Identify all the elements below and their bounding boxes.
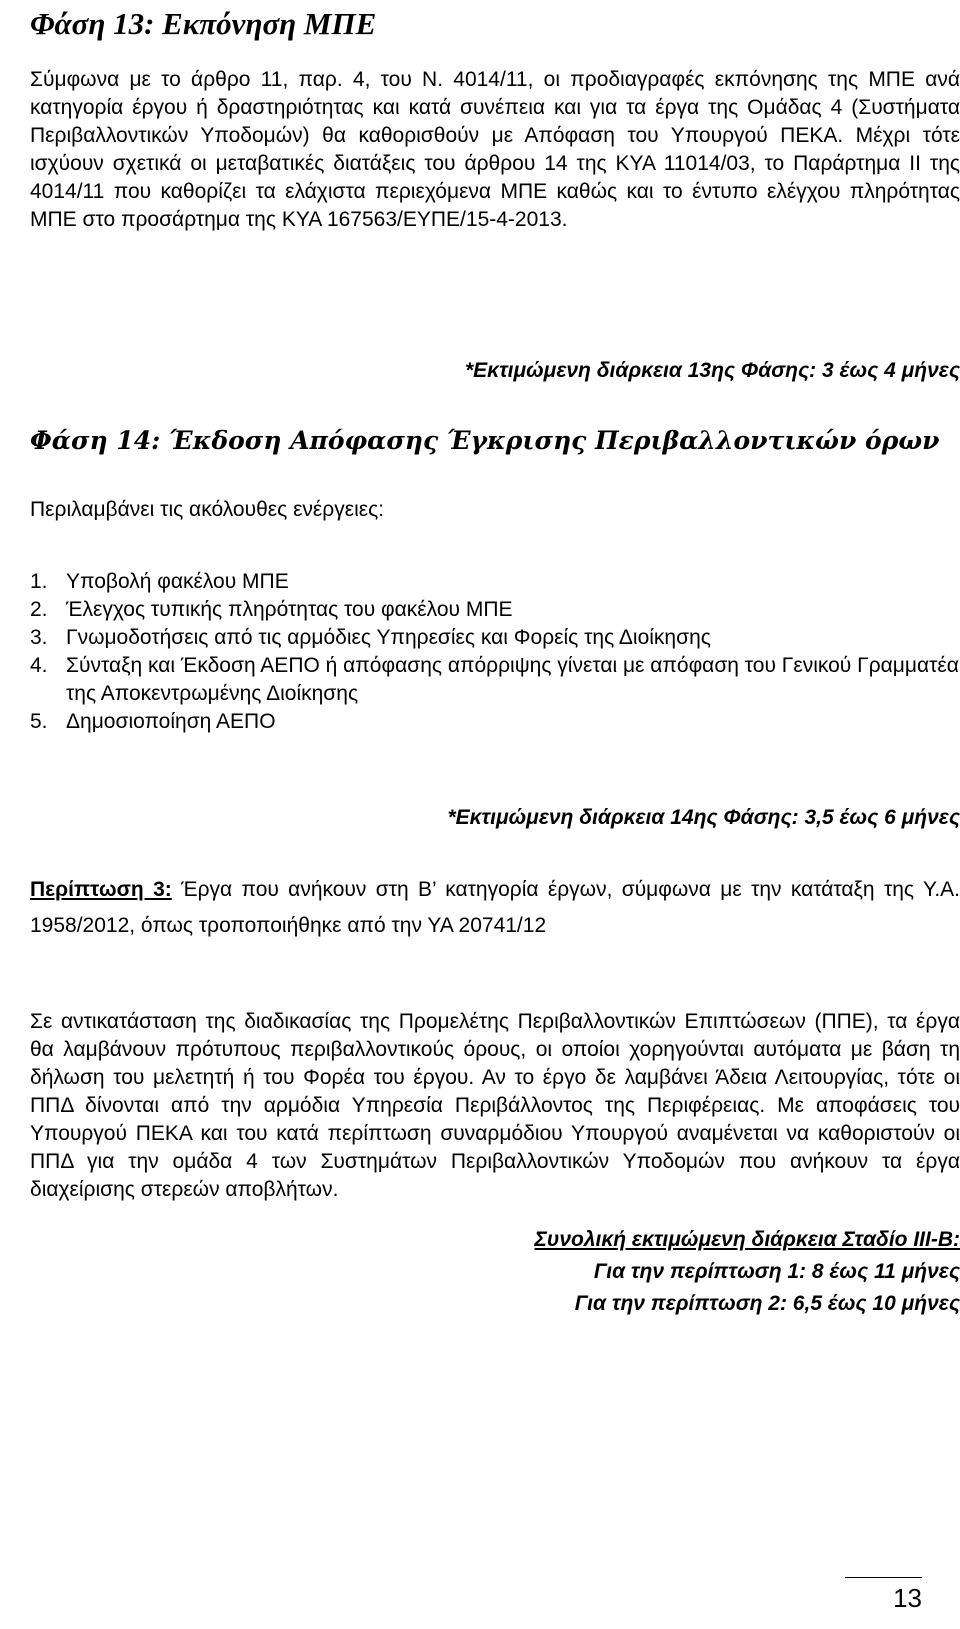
step-number: 3. xyxy=(30,626,48,649)
phase-13-heading: Φάση 13: Εκπόνηση ΜΠΕ xyxy=(30,6,377,41)
step-number: 4. xyxy=(30,654,48,677)
step-text: Γνωμοδοτήσεις από τις αρμόδιες Υπηρεσίες και Φορείς της Διοίκησης xyxy=(66,626,711,649)
list-item xyxy=(30,624,960,652)
list-item xyxy=(30,708,960,736)
list-item xyxy=(30,568,960,596)
phase-13-duration: *Εκτιμώμενη διάρκεια 13ης Φάσης: 3 έως 4 μήνες xyxy=(465,359,960,382)
case-3-text: Έργα που ανήκουν στη Β’ κατηγορία έργων, σύμφωνα με την κατάταξη της Υ.Α. 1958/2012, όπως τροποποιήθηκε από την ΥΑ 20741/12 xyxy=(30,878,960,937)
phase-14-steps-list xyxy=(30,568,960,736)
list-item xyxy=(30,596,960,624)
phase-14-duration: *Εκτιμώμενη διάρκεια 14ης Φάσης: 3,5 έως 6 μήνες xyxy=(447,806,960,829)
case-3-paragraph: Σε αντικατάσταση της διαδικασίας της Προμελέτης Περιβαλλοντικών Επιπτώσεων (ΠΠΕ), τα έργα θα λαμβάνουν πρότυπους περιβαλλοντικούς όρους, οι οποίοι χορηγούνται αυτόματα με βάση τη δήλωση του μελετητή ή του Φορέα του έργου. Αν το έργο δε λαμβάνει Άδεια Λειτουργίας, τότε οι ΠΠΔ δίνονται από την αρμόδια Υπηρεσία Περιβάλλοντος της Περιφέρειας. Με αποφάσεις του Υπουργού ΠΕΚΑ και του κατά περίπτωση συναρμόδιου Υπουργού αναμένεται να καθοριστούν οι ΠΠΔ για την ομάδα 4 των Συστημάτων Περιβαλλοντικών Υποδομών που ανήκουν τα έργα διαχείρισης στερεών αποβλήτων. xyxy=(30,1010,960,1201)
step-number: 5. xyxy=(30,710,48,733)
step-text: Έλεγχος τυπικής πληρότητας του φακέλου ΜΠΕ xyxy=(66,598,513,621)
page-number: 13 xyxy=(893,1583,922,1613)
step-number: 1. xyxy=(30,570,48,593)
total-duration-summary xyxy=(535,1224,960,1320)
phase-14-heading: Φάση 14: Έκδοση Απόφασης Έγκρισης Περιβαλλοντικών όρων xyxy=(30,426,940,455)
step-text: Δημοσιοποίηση ΑΕΠΟ xyxy=(66,710,276,733)
case-3-label: Περίπτωση 3: xyxy=(30,878,172,901)
step-text: Υποβολή φακέλου ΜΠΕ xyxy=(66,570,289,593)
phase-14-intro: Περιλαμβάνει τις ακόλουθες ενέργειες: xyxy=(30,498,385,521)
step-number: 2. xyxy=(30,598,48,621)
phase-13-paragraph: Σύμφωνα με το άρθρο 11, παρ. 4, του Ν. 4014/11, οι προδιαγραφές εκπόνησης της ΜΠΕ ανά κατηγορία έργου ή δραστηριότητας και κατά συνέπεια και για τα έργα της Ομάδας 4 (Συστήματα Περιβαλλοντικών Υποδομών) θα καθορισθούν με Απόφαση του Υπουργού ΠΕΚΑ. Μέχρι τότε ισχύουν σχετικά οι μεταβατικές διατάξεις του άρθρου 14 της ΚΥΑ 11014/03, το Παράρτημα ΙΙ της 4014/11 που καθορίζει τα ελάχιστα περιεχόμενα ΜΠΕ καθώς και το έντυπο ελέγχου πληρότητας ΜΠΕ στο προσάρτημα της ΚΥΑ 167563/ΕΥΠΕ/15-4-2013. xyxy=(30,68,960,231)
summary-case-1: Για την περίπτωση 1: 8 έως 11 μήνες xyxy=(593,1260,960,1283)
summary-heading: Συνολική εκτιμώμενη διάρκεια Σταδίο ΙΙΙ-Β: xyxy=(534,1228,960,1251)
step-text: Σύνταξη και Έκδοση ΑΕΠΟ ή απόφασης απόρριψης γίνεται με απόφαση του Γενικού Γραμματέα της Αποκεντρωμένης Διοίκησης xyxy=(66,654,959,705)
summary-case-2: Για την περίπτωση 2: 6,5 έως 10 μήνες xyxy=(574,1292,960,1315)
list-item xyxy=(30,652,960,708)
case-3-heading xyxy=(30,872,960,944)
